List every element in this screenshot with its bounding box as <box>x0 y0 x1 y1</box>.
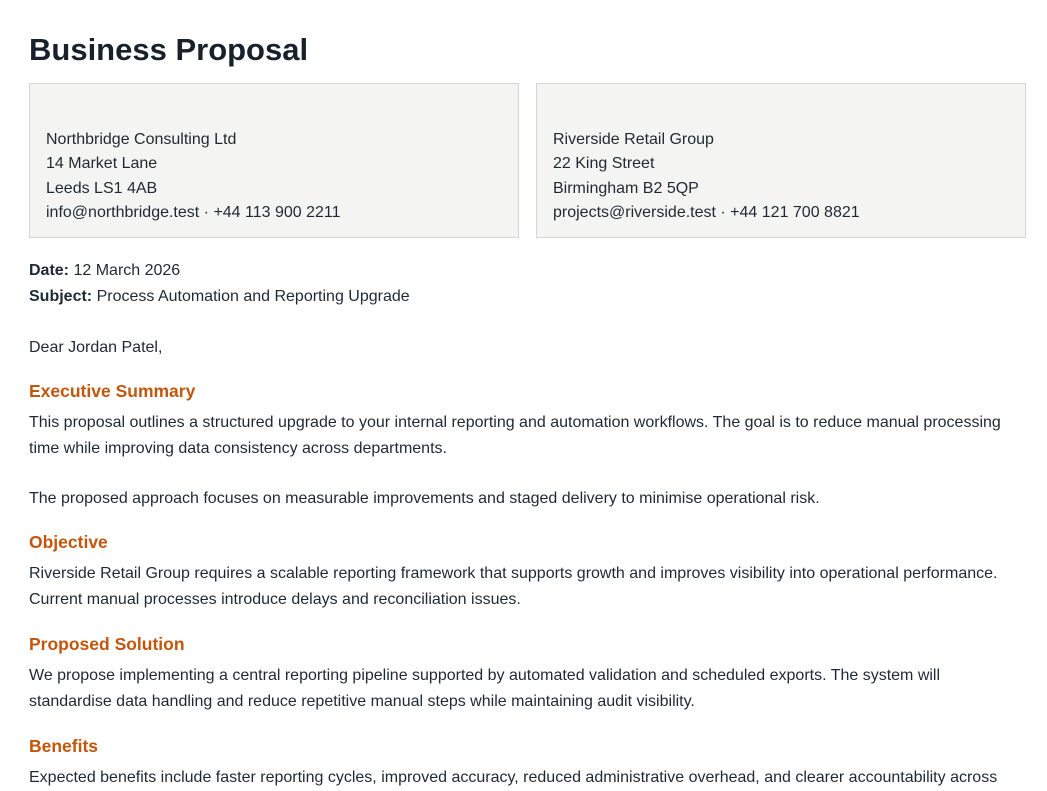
document-title: Business Proposal <box>29 32 309 67</box>
proposed-solution-heading: Proposed Solution <box>29 634 185 654</box>
sender-contact: info@northbridge.test · +44 113 900 2211 <box>46 203 341 221</box>
executive-summary-paragraph-1: This proposal outlines a structured upgrade to your internal reporting and automation workflows. The goal is to reduce manual processing time while improving data consistency across departments. <box>29 414 1001 457</box>
recipient-company-name: Riverside Retail Group <box>553 131 714 148</box>
subject-line <box>29 284 410 310</box>
subject-value: Process Automation and Reporting Upgrade <box>96 288 410 305</box>
recipient-contact: projects@riverside.test · +44 121 700 8821 <box>553 203 860 221</box>
proposed-solution-paragraph: We propose implementing a central reporting pipeline supported by automated validation and scheduled exports. The system will standardise data handling and reduce repetitive manual steps while maintaining audit visibility. <box>29 667 941 710</box>
date-value: 12 March 2026 <box>73 262 181 279</box>
proposal-meta <box>29 258 410 310</box>
subject-label: Subject: <box>29 288 93 305</box>
executive-summary-heading: Executive Summary <box>29 381 196 401</box>
benefits-paragraph: Expected benefits include faster reporting cycles, improved accuracy, reduced administrative overhead, and clearer accountability across <box>29 769 998 786</box>
objective-paragraph: Riverside Retail Group requires a scalable reporting framework that supports growth and improves visibility into operational performance. Current manual processes introduce delays and reconciliation issues. <box>29 565 998 608</box>
benefits-heading: Benefits <box>29 736 99 756</box>
salutation: Dear Jordan Patel, <box>29 339 163 356</box>
executive-summary-paragraph-2: The proposed approach focuses on measurable improvements and staged delivery to minimise operational risk. <box>29 490 820 507</box>
objective-heading: Objective <box>29 532 108 552</box>
sender-address-block <box>29 83 519 238</box>
recipient-city: Birmingham B2 5QP <box>553 179 699 197</box>
recipient-address-block <box>536 83 1026 238</box>
date-label: Date: <box>29 262 70 279</box>
date-line <box>29 258 410 284</box>
sender-company-name: Northbridge Consulting Ltd <box>46 131 237 148</box>
sender-city: Leeds LS1 4AB <box>46 179 158 197</box>
sender-street: 14 Market Lane <box>46 155 158 173</box>
recipient-street: 22 King Street <box>553 155 655 173</box>
